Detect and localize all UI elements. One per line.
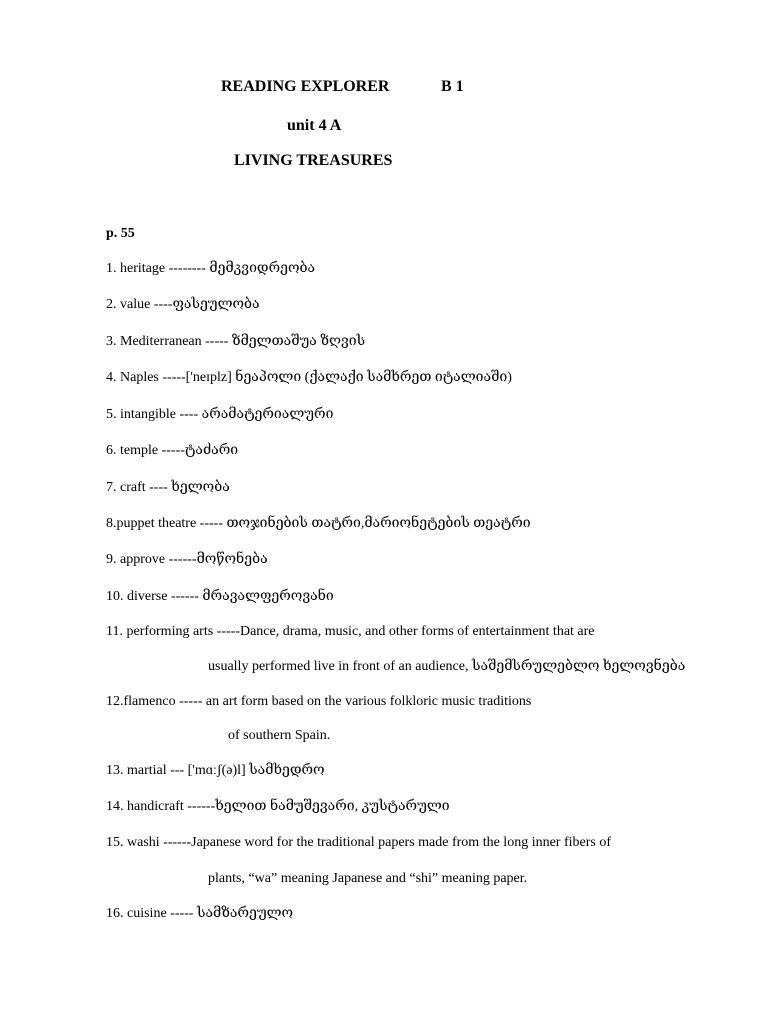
vocab-entry: 9. approve ------მოწონება	[106, 552, 268, 567]
unit-label: unit 4 A	[287, 117, 342, 134]
vocab-entry: 4. Naples -----['neɪplz] ნეაპოლი (ქალაქი სამხრეთ იტალიაში)	[106, 370, 512, 385]
title-level: B 1	[441, 78, 464, 95]
vocab-entry: 6. temple -----ტაძარი	[106, 443, 239, 458]
vocab-entry-continuation: usually performed live in front of an audience, საშემსრულებლო ხელოვნება	[208, 659, 686, 674]
vocab-entry: 14. handicraft ------ხელით ნამუშევარი, კუსტარული	[106, 799, 450, 814]
vocab-entry: 8.puppet theatre ----- თოჯინების თატრი,მარიონეტების თეატრი	[106, 516, 531, 531]
page-subtitle: LIVING TREASURES	[234, 152, 393, 169]
vocab-entry: 12.flamenco ----- an art form based on the various folkloric music traditions	[106, 694, 532, 709]
vocab-entry: 1. heritage -------- მემკვიდრეობა	[106, 261, 316, 276]
vocab-entry: 16. cuisine ----- სამზარეულო	[106, 906, 294, 921]
vocab-entry: 5. intangible ---- არამატერიალური	[106, 407, 334, 422]
vocab-entry: 10. diverse ------ მრავალფეროვანი	[106, 589, 334, 604]
vocab-entry: 2. value ----ფასეულობა	[106, 297, 260, 312]
vocab-entry: 7. craft ---- ხელობა	[106, 480, 230, 495]
vocab-entry-continuation: of southern Spain.	[228, 728, 331, 743]
vocab-entry: 11. performing arts -----Dance, drama, music, and other forms of entertainment that are	[106, 624, 595, 639]
page-reference: p. 55	[106, 226, 135, 241]
vocab-entry: 13. martial --- ['mɑːʃ(ə)l] სამხედრო	[106, 763, 325, 778]
vocab-entry: 3. Mediterranean ----- ზმელთაშუა ზღვის	[106, 334, 366, 349]
title-reading-explorer: READING EXPLORER	[221, 78, 390, 95]
vocab-entry: 15. washi ------Japanese word for the traditional papers made from the long inner fibers of	[106, 835, 611, 850]
vocab-entry-continuation: plants, “wa” meaning Japanese and “shi” meaning paper.	[208, 871, 528, 886]
